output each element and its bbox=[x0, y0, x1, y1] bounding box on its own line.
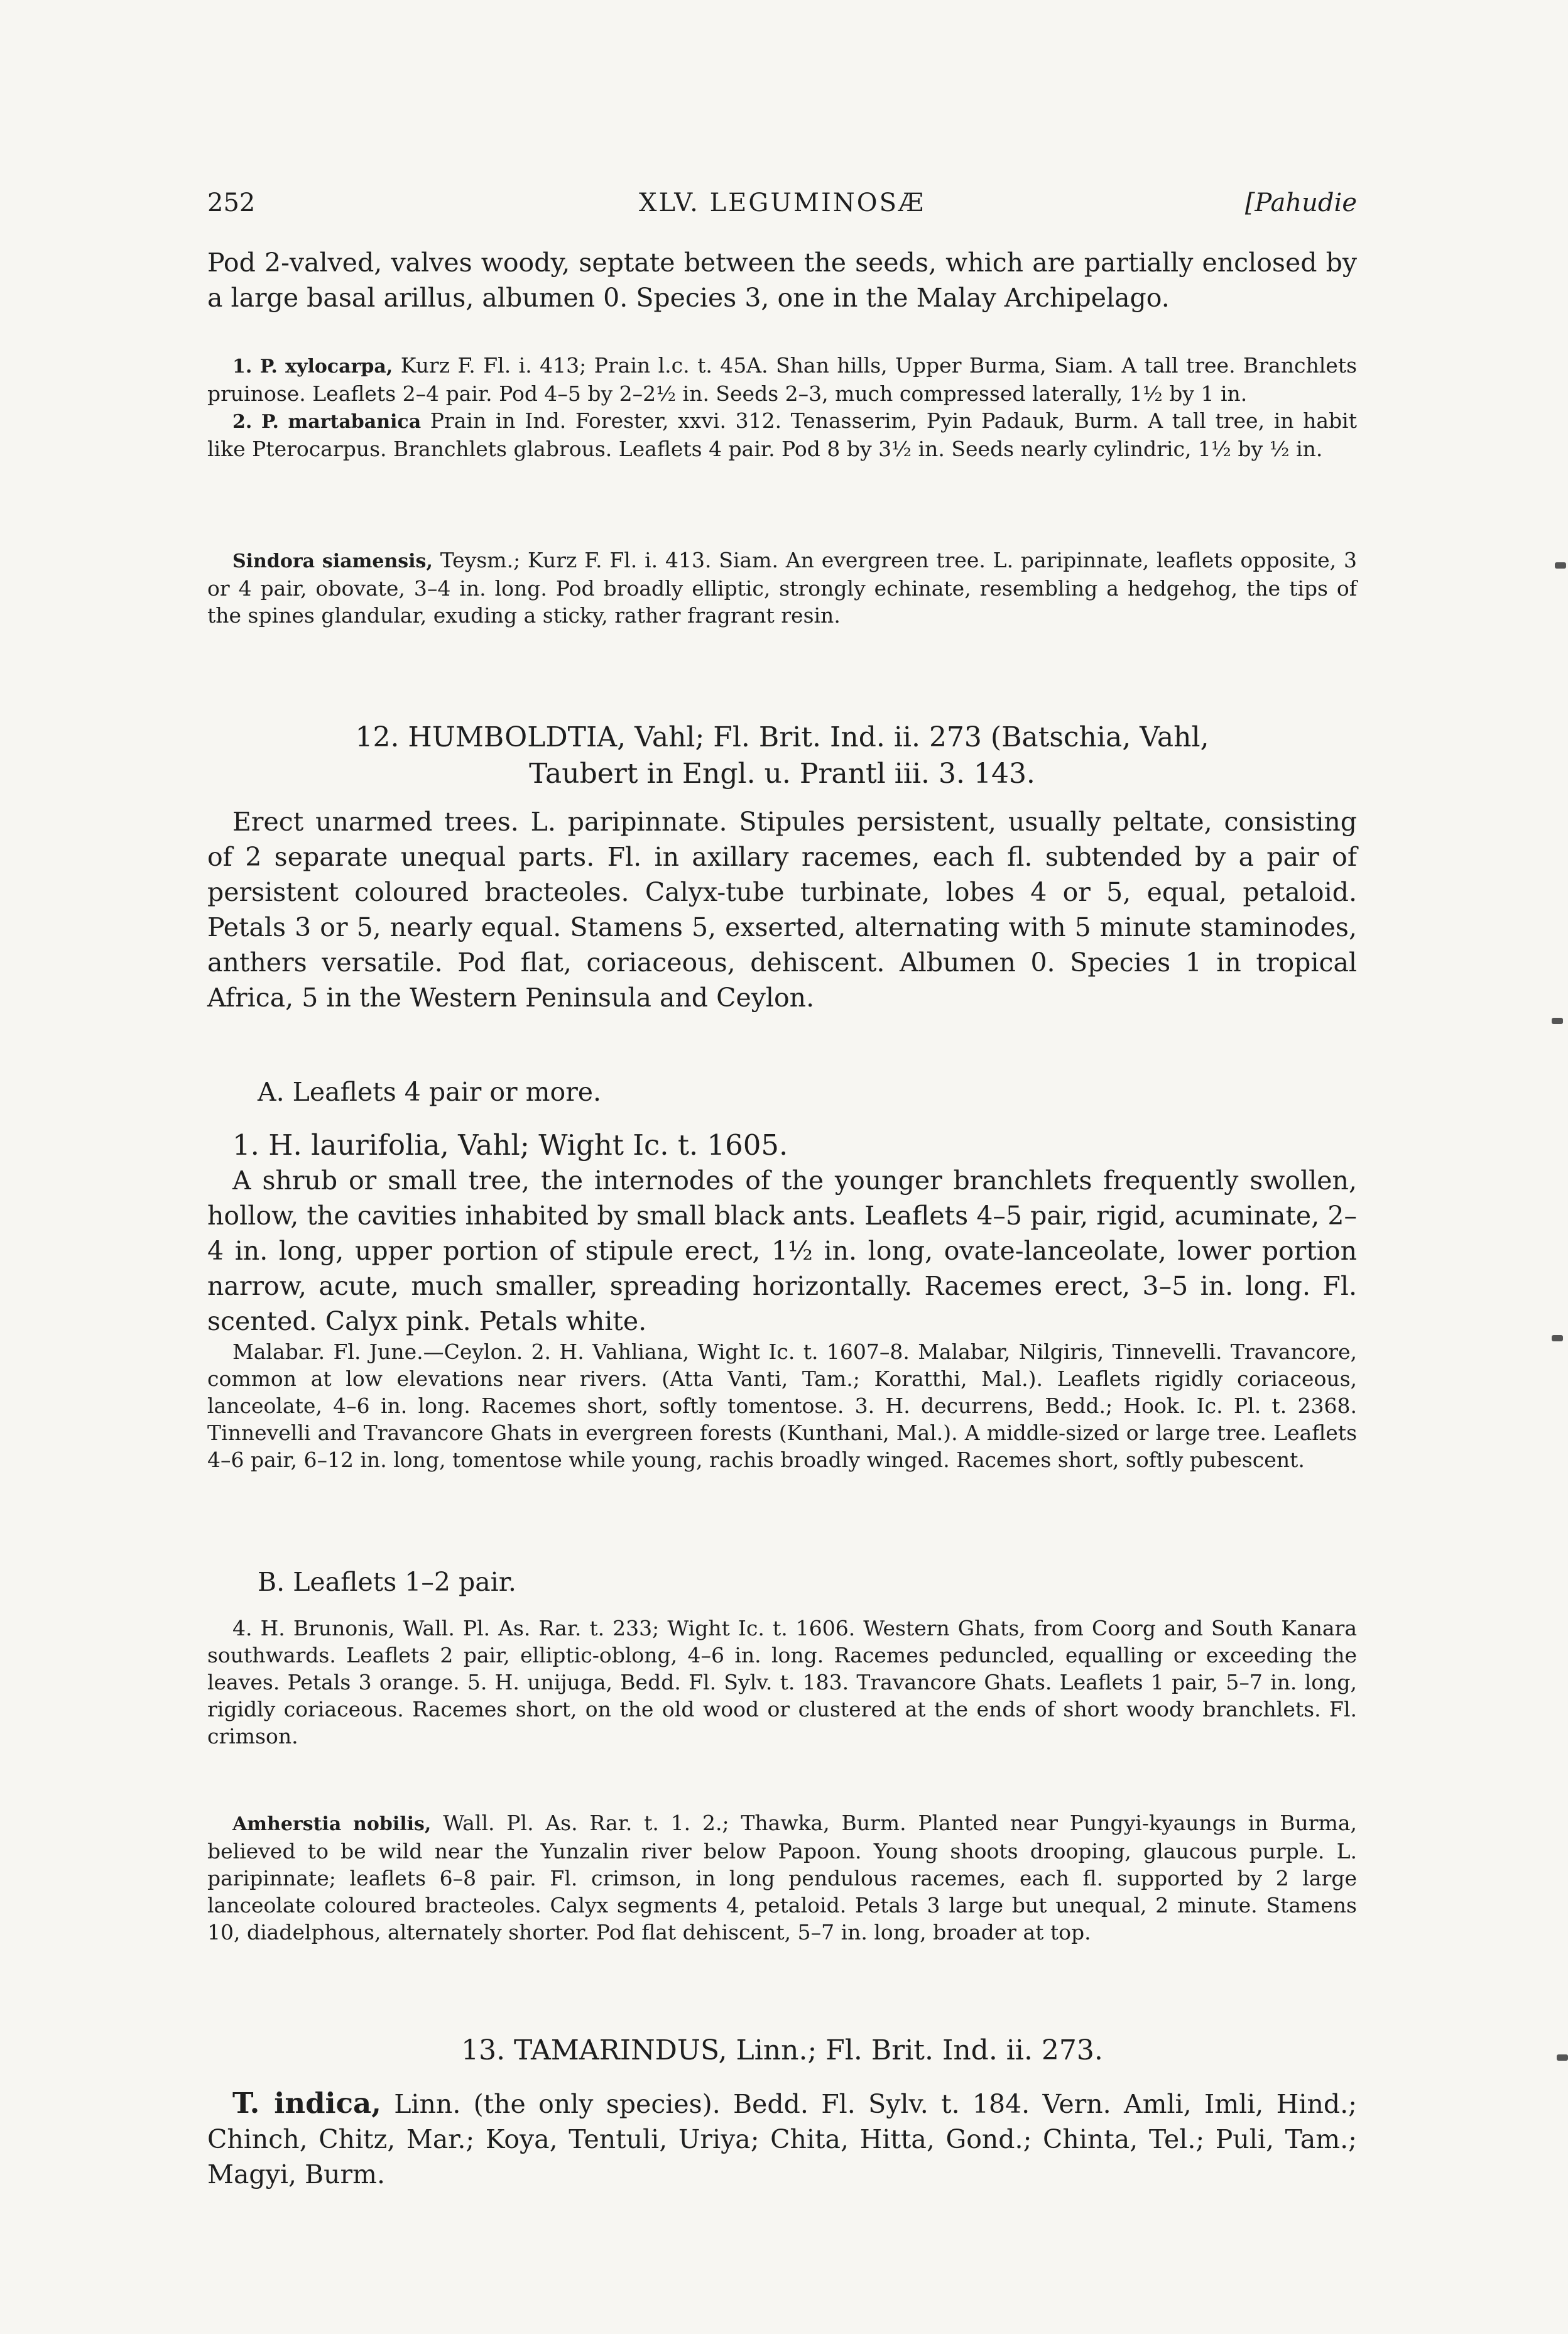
scan-edge-mark bbox=[1555, 562, 1566, 569]
tamarindus-indica: T. indica, Linn. (the only species). Bedd. Fl. Sylv. t. 184. Vern. Amli, Imli, Hind.; Chinch, Chitz, Mar.; Koya, Tentuli, Uriya; Chita, Hitta, Gond.; Chinta, Tel.; Puli, Tam.; Magyi, Burm. bbox=[207, 2086, 1357, 2189]
humboldtia-laurifolia bbox=[207, 1128, 1357, 1339]
species-entry: 1. P. xylocarpa, Kurz F. Fl. i. 413; Prain l.c. t. 45A. Shan hills, Upper Burma, Siam. A tall tree. Branchlets pruinose. Leaflets 2–4 pair. Pod 4–5 by 2–2½ in. Seeds 2–3, much compressed laterally, 1½ by 1 in. bbox=[207, 353, 1357, 406]
humboldtia-notes: Malabar. Fl. June.—Ceylon. 2. H. Vahliana, Wight Ic. t. 1607–8. Malabar, Nilgiris, Tinnevelli. Travancore, common at low elevations near rivers. (Atta Vanti, Tam.; Koratthi, Mal.). Leaflets rigidly coriaceous, lanceolate, 4–6 in. long. Racemes short, softly tomentose. 3. H. decurrens, Bedd.; Hook. Ic. Pl. t. 2368. Tinnevelli and Travancore Ghats in evergreen forests (Kunthani, Mal.). A middle-sized or large tree. Leaflets 4–6 pair, 6–12 in. long, tomentose while young, rachis broadly winged. Racemes short, softly pubescent. bbox=[207, 1339, 1357, 1472]
section-a-heading: A. Leaflets 4 pair or more. bbox=[258, 1077, 602, 1107]
species-description: A shrub or small tree, the internodes of the younger branchlets frequently swollen, hollow, the cavities inhabited by small black ants. Leaflets 4–5 pair, rigid, acuminate, 2–4 in. long, upper portion of stipule erect, 1½ in. long, ovate-lanceolate, lower portion narrow, acute, much smaller, spreading horizontally. Racemes erect, 3–5 in. long. Fl. scented. Calyx pink. Petals white. bbox=[207, 1165, 1357, 1336]
scan-edge-mark bbox=[1557, 2054, 1568, 2061]
scan-edge-mark bbox=[1552, 1335, 1563, 1341]
humboldtia-description: Erect unarmed trees. L. paripinnate. Stipules persistent, usually peltate, consisting of 2 separate unequal parts. Fl. in axillary racemes, each fl. subtended by a pair of persistent coloured bracteoles. Calyx-tube turbinate, lobes 4 or 5, equal, petaloid. Petals 3 or 5, nearly equal. Stamens 5, exserted, alternating with 5 minute staminodes, anthers versatile. Pod flat, coriaceous, dehiscent. Albumen 0. Species 1 in tropical Africa, 5 in the Western Peninsula and Ceylon. bbox=[207, 807, 1357, 1013]
species-heading: 1. H. laurifolia, Vahl; Wight Ic. t. 1605. bbox=[232, 1128, 788, 1162]
pahudia-intro: Pod 2-valved, valves woody, septate between the seeds, which are partially enclosed by a large basal arillus, albumen 0. Species 3, one in the Malay Archipelago. bbox=[207, 248, 1357, 313]
pahudia-species-list bbox=[207, 352, 1357, 462]
section-b-heading: B. Leaflets 1–2 pair. bbox=[258, 1567, 516, 1597]
section-b-notes: 4. H. Brunonis, Wall. Pl. As. Rar. t. 233; Wight Ic. t. 1606. Western Ghats, from Coorg and South Kanara southwards. Leaflets 2 pair, elliptic-oblong, 4–6 in. long. Racemes peduncled, equalling or exceeding the leaves. Petals 3 orange. 5. H. unijuga, Bedd. Fl. Sylv. t. 183. Travancore Ghats. Leaflets 1 pair, 5–7 in. long, rigidly coriaceous. Racemes short, on the old wood or clustered at the ends of short woody branchlets. Fl. crimson. bbox=[207, 1616, 1357, 1748]
page-header bbox=[207, 188, 1357, 226]
amherstia-note: Amherstia nobilis, Wall. Pl. As. Rar. t. 1. 2.; Thawka, Burm. Planted near Pungyi-kyaungs in Burma, believed to be wild near the Yunzalin river below Papoon. Young shoots drooping, glaucous purple. L. paripinnate; leaflets 6–8 pair. Fl. crimson, in long pendulous racemes, each fl. supported by 2 large lanceolate coloured bracteoles. Calyx segments 4, petaloid. Petals 3 large but unequal, 2 minute. Stamens 10, diadelphous, alternately shorter. Pod flat dehiscent, 5–7 in. long, broader at top. bbox=[207, 1811, 1357, 1944]
humboldtia-title: 12. HUMBOLDTIA, Vahl; Fl. Brit. Ind. ii. 273 (Batschia, Vahl, Taubert in Engl. u. Prantl iii. 3. 143. bbox=[355, 721, 1209, 790]
scan-edge-mark bbox=[1552, 1018, 1563, 1024]
sindora-note: Sindora siamensis, Teysm.; Kurz F. Fl. i. 413. Siam. An evergreen tree. L. paripinnate, leaflets opposite, 3 or 4 pair, obovate, 3–4 in. long. Pod broadly elliptic, strongly echinate, resembling a hedgehog, the tips of the spines glandular, exuding a sticky, rather fragrant resin. bbox=[207, 548, 1357, 628]
running-title: XLV. LEGUMINOSÆ bbox=[638, 188, 926, 217]
section-marker: [Pahudie bbox=[1244, 188, 1357, 217]
species-entry: 2. P. martabanica Prain in Ind. Forester, xxvi. 312. Tenasserim, Pyin Padauk, Burm. A tall tree, in habit like Pterocarpus. Branchlets glabrous. Leaflets 4 pair. Pod 8 by 3½ in. Seeds nearly cylindric, 1½ by ½ in. bbox=[207, 408, 1357, 461]
tamarindus-title: 13. TAMARINDUS, Linn.; Fl. Brit. Ind. ii. 273. bbox=[461, 2034, 1103, 2066]
page-number: 252 bbox=[207, 188, 256, 217]
